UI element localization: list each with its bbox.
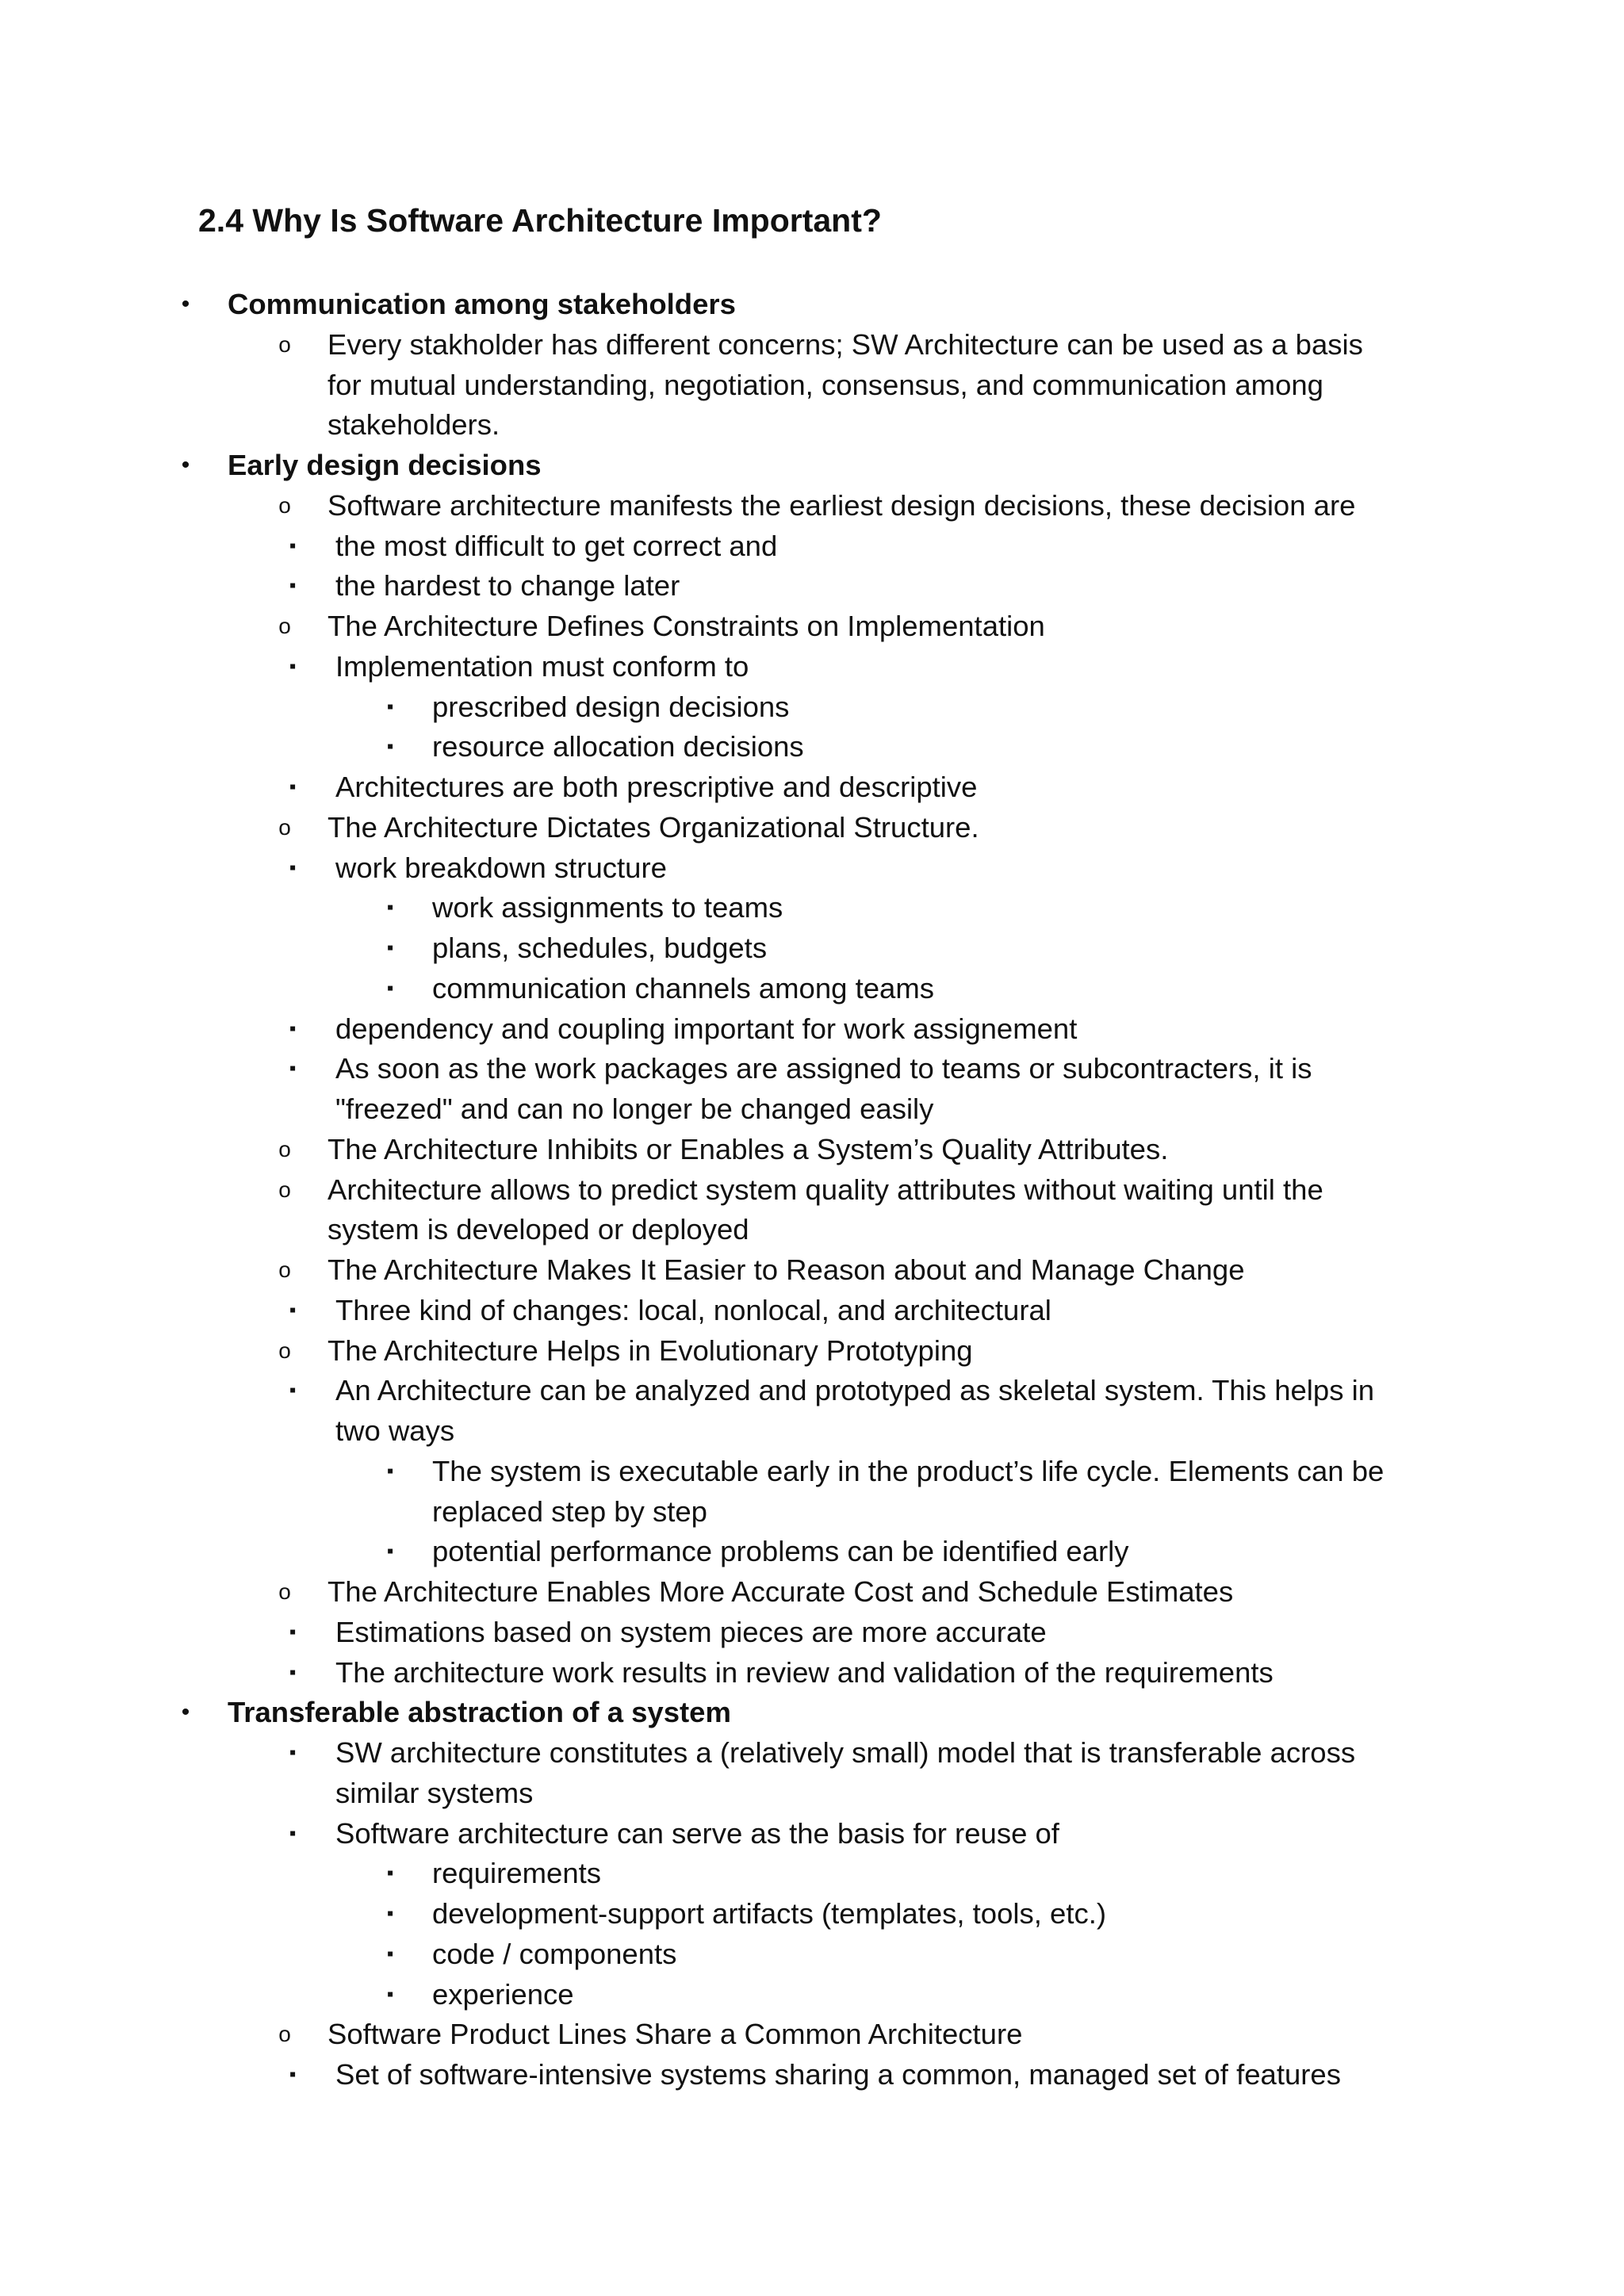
square-bullet-icon: ▪ [289,1661,297,1683]
list-item-text: Estimations based on system pieces are more accurate [335,1615,1047,1648]
square-bullet-icon: ▪ [289,1058,297,1080]
list-item-text: for mutual understanding, negotiation, consensus, and communication among [327,368,1323,401]
square-bullet-icon: ▪ [289,1017,297,1039]
list-item-text: An Architecture can be analyzed and prototyped as skeletal system. This helps in [335,1374,1375,1407]
square-bullet-icon: ▪ [289,776,297,798]
list-item-text: SW architecture constitutes a (relatively small) model that is transferable across [335,1736,1356,1769]
circle-bullet-icon: o [278,1257,291,1282]
list-item-text: The Architecture Dictates Organizational Structure. [327,810,979,844]
list-item-text: work assignments to teams [432,891,783,924]
list-item-text: Implementation must conform to [335,649,749,683]
square-bullet-icon: ▪ [386,1903,394,1924]
list-item-text: dependency and coupling important for work assignement [335,1012,1078,1045]
square-bullet-icon: ▪ [289,2064,297,2085]
circle-bullet-icon: o [278,1337,291,1363]
square-bullet-icon: ▪ [386,977,394,999]
circle-bullet-icon: o [278,2022,291,2047]
list-item-text: As soon as the work packages are assigned to teams or subcontracters, it is [335,1052,1312,1085]
circle-bullet-icon: o [278,814,291,840]
circle-bullet-icon: o [278,331,291,357]
square-bullet-icon: ▪ [289,655,297,677]
section-heading: 2.4 Why Is Software Architecture Important? [198,202,882,239]
list-item-text: stakeholders. [327,408,500,442]
square-bullet-icon: ▪ [386,1460,394,1482]
list-item-text: two ways [335,1414,455,1447]
square-bullet-icon: ▪ [289,534,297,557]
list-item-text: Three kind of changes: local, nonlocal, and architectural [335,1293,1051,1326]
list-item-text: communication channels among teams [432,971,934,1004]
disc-bullet-icon: • [181,452,190,478]
list-item-text: the most difficult to get correct and [335,529,778,562]
square-bullet-icon: ▪ [289,575,297,597]
list-item-text: plans, schedules, budgets [432,932,768,964]
square-bullet-icon: ▪ [289,1380,297,1402]
list-item-text: The Architecture Enables More Accurate Cost and Schedule Estimates [327,1575,1234,1608]
circle-bullet-icon: o [278,492,291,518]
list-item-text: Architecture allows to predict system quality attributes without waiting until the [327,1173,1323,1206]
list-item-text: Software architecture manifests the earliest design decisions, these decision are [327,488,1356,522]
square-bullet-icon: ▪ [386,1862,394,1885]
square-bullet-icon: ▪ [289,856,297,878]
circle-bullet-icon: o [278,1136,291,1161]
square-bullet-icon: ▪ [386,1540,394,1563]
list-item-text: The Architecture Makes It Easier to Reason about and Manage Change [327,1253,1245,1286]
list-item-text: potential performance problems can be identified early [432,1535,1129,1568]
list-item-text: work breakdown structure [335,851,667,884]
list-item-text: similar systems [335,1776,534,1809]
square-bullet-icon: ▪ [289,1822,297,1844]
list-item-text: development-support artifacts (templates, tools, etc.) [432,1897,1107,1930]
list-item-text: system is developed or deployed [327,1213,749,1246]
list-item-text: replaced step by step [432,1494,707,1528]
list-item-text: resource allocation decisions [432,730,804,763]
square-bullet-icon: ▪ [386,736,394,758]
square-bullet-icon: ▪ [386,1983,394,2005]
circle-bullet-icon: o [278,614,291,638]
list-item-text: experience [432,1977,574,2011]
circle-bullet-icon: o [278,1177,291,1202]
list-item-text: "freezed" and can no longer be changed easily [335,1093,934,1125]
square-bullet-icon: ▪ [386,695,394,718]
list-item-text: Transferable abstraction of a system [228,1696,731,1729]
list-item-text: The Architecture Inhibits or Enables a System’s Quality Attributes. [327,1132,1169,1165]
list-item-text: requirements [432,1857,602,1890]
list-item-text: The architecture work results in review and validation of the requirements [335,1655,1274,1689]
square-bullet-icon: ▪ [289,1299,297,1321]
disc-bullet-icon: • [181,1699,190,1726]
square-bullet-icon: ▪ [289,1621,297,1643]
list-item-text: code / components [432,1937,677,1970]
list-item-text: Communication among stakeholders [228,288,736,320]
square-bullet-icon: ▪ [386,1942,394,1965]
list-item-text: The system is executable early in the product’s life cycle. Elements can be [432,1454,1385,1487]
disc-bullet-icon: • [181,291,190,317]
list-item-text: Software Product Lines Share a Common Architecture [327,2018,1023,2051]
square-bullet-icon: ▪ [386,897,394,919]
list-item-text: the hardest to change later [335,569,680,603]
list-item-text: Early design decisions [228,449,542,481]
list-item-text: The Architecture Helps in Evolutionary Prototyping [327,1334,973,1367]
list-item-text: Set of software-intensive systems sharing a common, managed set of features [335,2058,1341,2091]
square-bullet-icon: ▪ [386,937,394,959]
list-item-text: prescribed design decisions [432,690,790,723]
list-item-text: Software architecture can serve as the basis for reuse of [335,1816,1059,1850]
list-item-text: The Architecture Defines Constraints on Implementation [327,610,1045,642]
square-bullet-icon: ▪ [289,1742,297,1763]
list-item-text: Every stakholder has different concerns; SW Architecture can be used as a basis [327,327,1363,361]
circle-bullet-icon: o [278,1579,291,1604]
list-item-text: Architectures are both prescriptive and descriptive [335,771,978,803]
